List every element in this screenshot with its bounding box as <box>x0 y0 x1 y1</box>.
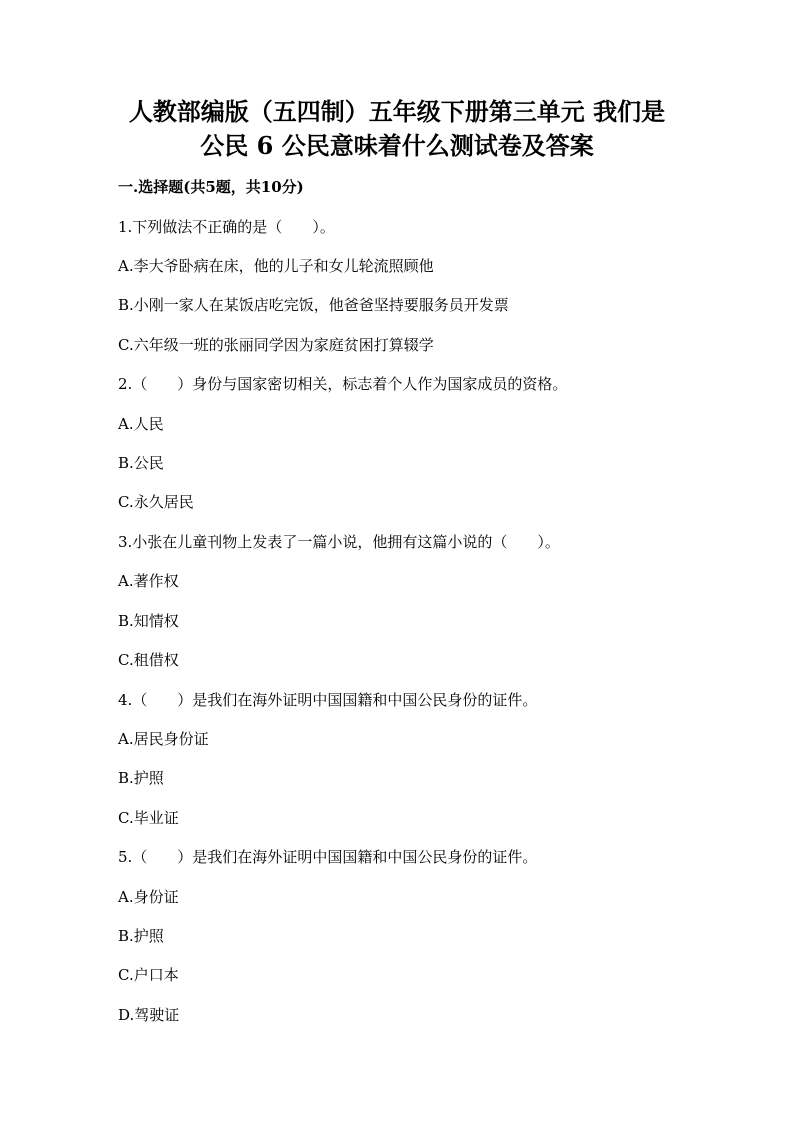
question-2-option-c: C.永久居民 <box>118 493 194 511</box>
question-3-stem: 3.小张在儿童刊物上发表了一篇小说，他拥有这篇小说的（ ）。 <box>118 533 560 551</box>
document-title-line-1: 人教部编版（五四制）五年级下册第三单元 我们是 <box>128 97 666 126</box>
question-2-option-b: B.公民 <box>118 454 164 472</box>
question-1-option-c: C.六年级一班的张丽同学因为家庭贫困打算辍学 <box>118 336 434 354</box>
question-1-stem: 1.下列做法不正确的是（ ）。 <box>118 218 335 236</box>
question-5-option-c: C.户口本 <box>118 966 179 984</box>
question-1-option-b: B.小刚一家人在某饭店吃完饭，他爸爸坚持要服务员开发票 <box>118 296 509 314</box>
question-4-option-c: C.毕业证 <box>118 809 179 827</box>
question-5-option-b: B.护照 <box>118 927 164 945</box>
section-heading: 一.选择题(共5题，共10分) <box>118 178 304 196</box>
question-1-option-a: A.李大爷卧病在床，他的儿子和女儿轮流照顾他 <box>118 257 434 275</box>
question-5-stem: 5.（ ）是我们在海外证明中国国籍和中国公民身份的证件。 <box>118 848 538 866</box>
question-4-option-b: B.护照 <box>118 769 164 787</box>
question-2-stem: 2.（ ）身份与国家密切相关，标志着个人作为国家成员的资格。 <box>118 375 568 393</box>
question-4-option-a: A.居民身份证 <box>118 730 209 748</box>
question-3-option-c: C.租借权 <box>118 651 179 669</box>
question-4-stem: 4.（ ）是我们在海外证明中国国籍和中国公民身份的证件。 <box>118 691 538 709</box>
document-title-line-2: 公民 6 公民意味着什么测试卷及答案 <box>200 131 594 160</box>
question-3-option-a: A.著作权 <box>118 572 179 590</box>
question-5-option-d: D.驾驶证 <box>118 1006 180 1024</box>
question-2-option-a: A.人民 <box>118 415 164 433</box>
question-5-option-a: A.身份证 <box>118 888 179 906</box>
question-3-option-b: B.知情权 <box>118 612 179 630</box>
